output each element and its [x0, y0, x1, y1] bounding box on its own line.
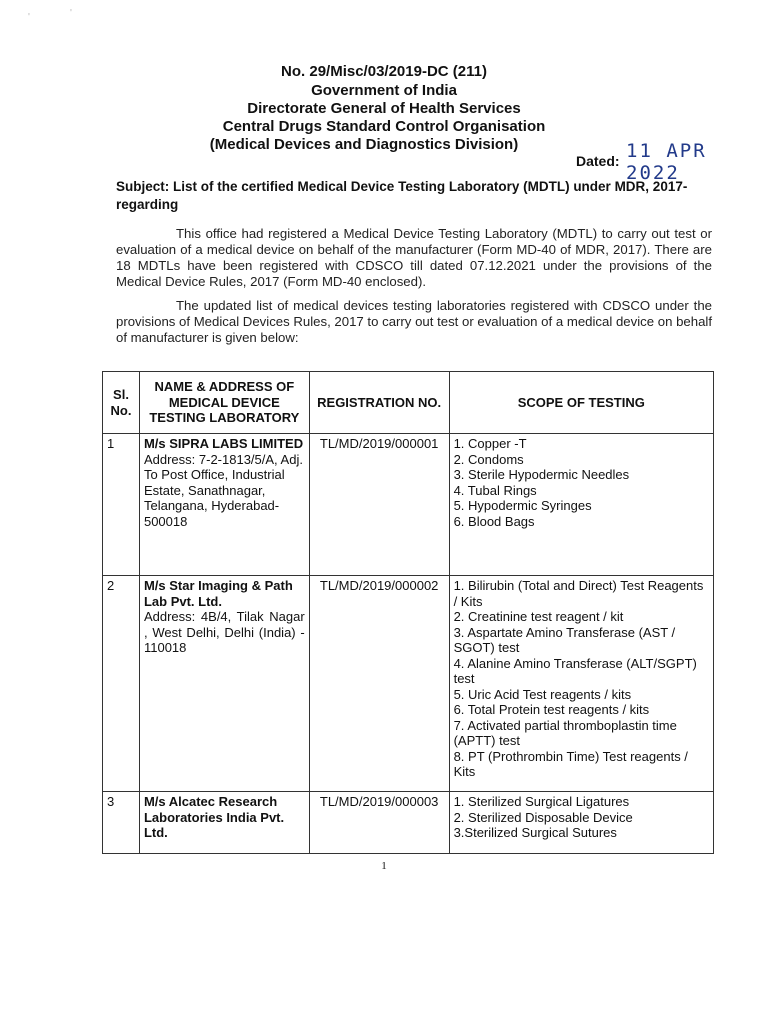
scope-item: 7. Activated partial thromboplastin time (APTT) test — [453, 717, 677, 748]
scope-cell — [449, 576, 713, 792]
scope-item: 8. PT (Prothrombin Time) Test reagents / Kits — [453, 748, 688, 779]
lab-address: Address: 7-2-1813/5/A, Adj. To Post Office, Industrial Estate, Sanathnagar, Telangana, Hyderabad-500018 — [143, 451, 303, 529]
registration-cell: TL/MD/2019/000002 — [309, 576, 449, 792]
sl-no-cell: 1 — [103, 434, 140, 576]
laboratory-table — [102, 371, 714, 854]
date-stamp: 11 APR 2022 — [626, 140, 707, 184]
scope-item: 3.Sterilized Surgical Sutures — [453, 825, 617, 840]
scope-item: 5. Hypodermic Syringes — [453, 498, 592, 513]
reference-number: No. 29/Misc/03/2019-DC (211) — [281, 63, 487, 80]
paragraph-list-intro: The updated list of medical devices testing laboratories registered with CDSCO under the provisions of Medical Devices Rules, 2017 to carry out test or evaluation of a medical device on behalf of manufacturer is given below: — [116, 298, 712, 345]
scope-item: 3. Aspartate Amino Transferase (AST / SGOT) test — [453, 624, 676, 655]
scan-mark: ' — [28, 12, 30, 23]
scope-item: 3. Sterile Hypodermic Needles — [453, 467, 630, 482]
table-row — [103, 576, 714, 792]
sl-no-cell: 3 — [103, 792, 140, 854]
subject-line: Subject: List of the certified Medical Device Testing Laboratory (MDTL) under MDR, 2017- regarding — [116, 179, 688, 212]
scope-item: 4. Alanine Amino Transferase (ALT/SGPT) test — [453, 655, 697, 686]
dghs-heading: Directorate General of Health Services — [247, 100, 521, 117]
division-heading: (Medical Devices and Diagnostics Division) — [209, 136, 519, 153]
scope-item: 2. Sterilized Disposable Device — [453, 809, 633, 825]
column-header-sl-no: Sl. No. — [103, 372, 140, 434]
dated-label: Dated: — [576, 153, 620, 169]
lab-cell — [139, 792, 309, 854]
scope-item: 1. Bilirubin (Total and Direct) Test Reagents / Kits — [453, 578, 704, 609]
lab-name: M/s SIPRA LABS LIMITED — [143, 436, 304, 451]
column-header-lab-name: NAME & ADDRESS OF MEDICAL DEVICE TESTING LABORATORY — [139, 372, 309, 434]
scope-item: 6. Blood Bags — [453, 513, 535, 529]
scope-item: 1. Sterilized Surgical Ligatures — [453, 794, 630, 809]
column-header-registration: REGISTRATION NO. — [309, 372, 449, 434]
lab-name: M/s Alcatec Research Laboratories India Pvt. Ltd. — [143, 794, 285, 840]
scan-mark: ' — [70, 8, 72, 19]
sl-no-cell: 2 — [103, 576, 140, 792]
scope-item: 2. Condoms — [453, 451, 524, 467]
cdsco-heading: Central Drugs Standard Control Organisation — [222, 118, 546, 135]
table-row — [103, 792, 714, 854]
lab-cell — [139, 434, 309, 576]
paragraph-intro: This office had registered a Medical Device Testing Laboratory (MDTL) to carry out test or evaluation of a medical device on behalf of the manufacturer (Form MD-40 of MDR, 2017). There are 18 MDTLs have been registered with CDSCO till dated 07.12.2021 under the provisions of the Medical Device Rules, 2017 (Form MD-40 enclosed). — [116, 226, 712, 289]
registration-cell: TL/MD/2019/000001 — [309, 434, 449, 576]
registration-cell: TL/MD/2019/000003 — [309, 792, 449, 854]
column-header-scope: SCOPE OF TESTING — [449, 372, 713, 434]
scope-item: 2. Creatinine test reagent / kit — [453, 609, 624, 624]
lab-name: M/s Star Imaging & Path Lab Pvt. Ltd. — [143, 578, 293, 609]
table-row — [103, 434, 714, 576]
scope-item: 1. Copper -T — [453, 436, 527, 451]
lab-cell — [139, 576, 309, 792]
scope-item: 4. Tubal Rings — [453, 482, 537, 498]
lab-address: Address: 4B/4, Tilak Nagar , West Delhi, Delhi (India) - 110018 — [143, 609, 305, 655]
scope-item: 5. Uric Acid Test reagents / kits — [453, 686, 632, 702]
page-number: 1 — [381, 860, 387, 872]
scope-item: 6. Total Protein test reagents / kits — [453, 702, 650, 717]
government-heading: Government of India — [311, 82, 457, 99]
scope-cell — [449, 434, 713, 576]
scope-cell — [449, 792, 713, 854]
